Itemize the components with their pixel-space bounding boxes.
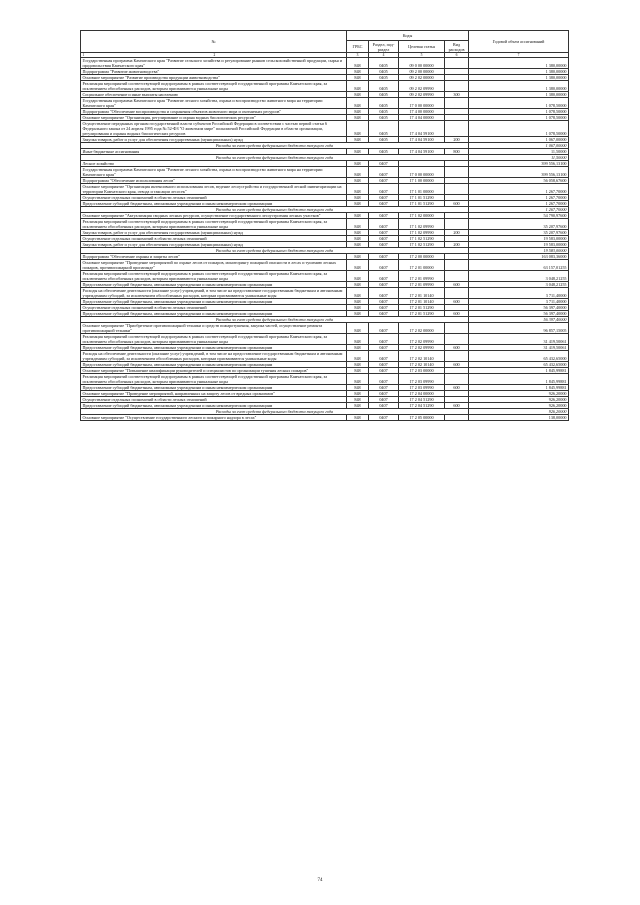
amount-cell: 19 583,00000 (469, 242, 569, 248)
row-name: Основное мероприятие "Актуализация сводных лесных ресурсов, осуществление государственного лесоустроения лесных участков" (81, 213, 347, 219)
row-name: Предоставление субсидий бюджетным, автономным учреждениям и иным некоммерческим организациям (81, 385, 347, 391)
target-article-code: 17 2 04 51290 (399, 403, 445, 409)
note-text: Расходы за счет средств федерального бюджета текущего года (81, 317, 469, 323)
grbs-code: 848 (347, 345, 369, 351)
expense-type-code (445, 58, 469, 69)
column-number: 6 (445, 53, 469, 58)
section-code: 0407 (369, 201, 399, 207)
page-number: 74 (317, 878, 323, 883)
target-article-code: 17 2 03 09990 (399, 374, 445, 385)
section-code: 0405 (369, 137, 399, 143)
expense-type-code (445, 415, 469, 421)
row-name: Социальное обеспечение и иные выплаты населению (81, 92, 347, 98)
section-code: 0405 (369, 109, 399, 115)
header-expense-type: Вид расходов (445, 41, 469, 53)
header-codes: Коды (347, 31, 469, 41)
section-code: 0407 (369, 184, 399, 195)
target-article-code: 17 0 00 00000 (399, 98, 445, 109)
target-article-code: 17 2 02 10140 (399, 362, 445, 368)
amount-cell: 926,20000 (469, 391, 569, 397)
target-article-code: 17 2 02 09990 (399, 334, 445, 345)
table-row (81, 415, 569, 421)
target-article-code: 17 0 00 00000 (399, 167, 445, 178)
amount-cell: 1 078,50000 (469, 115, 569, 121)
row-name: Основное мероприятие "Организация интенсивного использования лесов, ведение лесоустройства и государственной лесной инвентаризации на территории Камчатского края, отвода и таксации лесосек" (81, 184, 347, 195)
row-name: Осуществление переданных органам государственной власти субъектов Российской Федерации в соответствии с частью первой статьи 6 Федерального закона от 24 апреля 1995 года № 52-ФЗ "О животном мире" полномочий Российской Федерации в области организации, регулирования и охраны водных биологических ресурсов (81, 121, 347, 137)
note-text: Расходы за счет средств федерального бюджета текущего года (81, 248, 469, 254)
grbs-code: 848 (347, 213, 369, 219)
grbs-code: 848 (347, 195, 369, 201)
table-row (81, 271, 569, 282)
expense-type-code (445, 323, 469, 334)
target-article-code: 17 1 01 00000 (399, 184, 445, 195)
expense-type-code: 600 (445, 282, 469, 288)
grbs-code: 848 (347, 81, 369, 92)
expense-type-code (445, 374, 469, 385)
row-name: Осуществление отдельных полномочий в области лесных отношений (81, 305, 347, 311)
grbs-code: 848 (347, 184, 369, 195)
grbs-code: 848 (347, 391, 369, 397)
grbs-code: 848 (347, 75, 369, 81)
section-code: 0407 (369, 351, 399, 362)
section-code: 0405 (369, 149, 399, 155)
expense-type-code: 200 (445, 230, 469, 236)
target-article-code: 17 1 02 09990 (399, 230, 445, 236)
target-article-code: 17 1 02 51290 (399, 242, 445, 248)
expense-type-code: 800 (445, 149, 469, 155)
target-article-code: 09 2 00 00000 (399, 69, 445, 75)
grbs-code: 848 (347, 219, 369, 230)
target-article-code: 17 1 01 51290 (399, 195, 445, 201)
expense-type-code: 600 (445, 311, 469, 317)
table-row (81, 260, 569, 271)
target-article-code: 17 2 02 09990 (399, 345, 445, 351)
amount-cell: 54 790,97600 (469, 213, 569, 219)
section-code: 0407 (369, 305, 399, 311)
row-name: Осуществление отдельных полномочий в области лесных отношений (81, 195, 347, 201)
row-name: Реализация мероприятий соответствующей подпрограммы в рамках соответствующей государственной программы Камчатского края, за исключением обособленных расходов, которым присваиваются уникальные коды (81, 81, 347, 92)
section-code: 0407 (369, 213, 399, 219)
target-article-code: 17 2 01 10140 (399, 299, 445, 305)
row-name: Подпрограмма "Обеспечение охраны и защиты лесов" (81, 254, 347, 260)
table-row (81, 98, 569, 109)
amount-cell: 19 583,00000 (469, 248, 569, 254)
amount-cell: 56 058,67600 (469, 178, 569, 184)
section-code: 0405 (369, 115, 399, 121)
grbs-code: 848 (347, 260, 369, 271)
amount-cell: 56 397,40000 (469, 311, 569, 317)
grbs-code: 848 (347, 323, 369, 334)
target-article-code: 17 2 01 09990 (399, 282, 445, 288)
row-name: Подпрограмма "Обеспечение воспроизводства и сохранения объектов животного мира и охотничьих ресурсов" (81, 109, 347, 115)
target-article-code: 09 2 02 09990 (399, 92, 445, 98)
target-article-code: 17 2 01 51290 (399, 305, 445, 311)
amount-cell: 1 380,00000 (469, 81, 569, 92)
target-article-code: 17 2 00 00000 (399, 254, 445, 260)
grbs-code: 848 (347, 305, 369, 311)
budget-table-sheet (80, 30, 568, 421)
row-name: Предоставление субсидий бюджетным, автономным учреждениям и иным некоммерческим организациям (81, 362, 347, 368)
amount-cell: 1 267,70000 (469, 201, 569, 207)
section-code: 0407 (369, 167, 399, 178)
grbs-code: 848 (347, 161, 369, 167)
row-name: Основное мероприятие "Проведение мероприятий по охране лесов от пожаров, мониторингу пожарной опасности в лесах и тушению лесных пожаров, противопожарной пропаганде" (81, 260, 347, 271)
grbs-code: 848 (347, 368, 369, 374)
amount-cell: 399 556,13100 (469, 167, 569, 178)
section-code: 0405 (369, 69, 399, 75)
section-code: 0407 (369, 415, 399, 421)
amount-cell: 56 397,40000 (469, 305, 569, 311)
section-code: 0407 (369, 178, 399, 184)
table-row (81, 121, 569, 137)
grbs-code: 848 (347, 254, 369, 260)
amount-cell: 1 078,50000 (469, 121, 569, 137)
grbs-code: 848 (347, 334, 369, 345)
section-code: 0407 (369, 271, 399, 282)
expense-type-code: 300 (445, 92, 469, 98)
section-code: 0407 (369, 311, 399, 317)
grbs-code: 848 (347, 351, 369, 362)
amount-cell: 31 419,50061 (469, 345, 569, 351)
expense-type-code (445, 219, 469, 230)
table-row (81, 219, 569, 230)
section-code: 0407 (369, 391, 399, 397)
row-name: Реализация мероприятий соответствующей подпрограммы в рамках соответствующей государственной программы Камчатского края, за исключением обособленных расходов, которым присваиваются уникальные коды (81, 374, 347, 385)
amount-cell: 3 048,21255 (469, 282, 569, 288)
amount-cell: 1 267,70000 (469, 184, 569, 195)
target-article-code: 17 2 01 09990 (399, 271, 445, 282)
grbs-code: 848 (347, 92, 369, 98)
amount-cell: 65 432,65000 (469, 351, 569, 362)
expense-type-code (445, 351, 469, 362)
expense-type-code: 200 (445, 242, 469, 248)
expense-type-code: 200 (445, 137, 469, 143)
grbs-code: 848 (347, 137, 369, 143)
section-code: 0407 (369, 403, 399, 409)
expense-type-code: 600 (445, 403, 469, 409)
target-article-code: 17 1 02 51290 (399, 236, 445, 242)
grbs-code: 848 (347, 236, 369, 242)
grbs-code: 848 (347, 242, 369, 248)
section-code: 0407 (369, 374, 399, 385)
grbs-code: 848 (347, 397, 369, 403)
column-number: 5 (399, 53, 445, 58)
grbs-code: 848 (347, 271, 369, 282)
amount-cell: 1 067,00000 (469, 143, 569, 149)
amount-cell: 163 083,36000 (469, 254, 569, 260)
grbs-code: 848 (347, 282, 369, 288)
section-code: 0407 (369, 254, 399, 260)
target-article-code: 17 2 01 00000 (399, 260, 445, 271)
table-row (81, 58, 569, 69)
grbs-code: 848 (347, 178, 369, 184)
row-name: Подпрограмма "Развитие животноводства" (81, 69, 347, 75)
grbs-code: 848 (347, 121, 369, 137)
row-name: Основное мероприятие "Проведение мероприятий, направленных на защиту лесов от вредных организмов" (81, 391, 347, 397)
row-name: Расходы на обеспечение деятельности (оказание услуг) учреждений, в том числе на предоставление государственным бюджетным и автономным учреждениям субсидий, за исключением обособленных расходов, которым присваиваются уникальные коды (81, 351, 347, 362)
amount-cell: 1 380,00000 (469, 92, 569, 98)
grbs-code: 848 (347, 167, 369, 178)
target-article-code: 17 1 02 00000 (399, 213, 445, 219)
target-article-code: 17 1 00 00000 (399, 178, 445, 184)
section-code: 0407 (369, 397, 399, 403)
target-article-code: 17 4 04 59100 (399, 121, 445, 137)
section-code: 0407 (369, 236, 399, 242)
target-article-code: 17 2 04 51290 (399, 397, 445, 403)
grbs-code: 848 (347, 299, 369, 305)
expense-type-code (445, 288, 469, 299)
grbs-code: 848 (347, 115, 369, 121)
grbs-code: 848 (347, 98, 369, 109)
row-name: Основное мероприятие "Повышение квалификации руководителей и специалистов по организации тушения лесных пожаров" (81, 368, 347, 374)
section-code: 0405 (369, 58, 399, 69)
section-code: 0407 (369, 288, 399, 299)
table-row (81, 184, 569, 195)
amount-cell: 96 857,15005 (469, 323, 569, 334)
section-code: 0407 (369, 219, 399, 230)
amount-cell: 65 432,65000 (469, 362, 569, 368)
note-text: Расходы за счет средств федерального бюджета текущего года (81, 143, 469, 149)
section-code: 0407 (369, 282, 399, 288)
row-name: Предоставление субсидий бюджетным, автономным учреждениям и иным некоммерческим организациям (81, 201, 347, 207)
grbs-code: 848 (347, 415, 369, 421)
target-article-code: 17 2 02 00000 (399, 323, 445, 334)
row-name: Основное мероприятие "Осуществление государственного лесного и пожарного надзора в лесах" (81, 415, 347, 421)
expense-type-code: 600 (445, 385, 469, 391)
target-article-code: 17 4 00 00000 (399, 109, 445, 115)
amount-cell: 1 845,99881 (469, 385, 569, 391)
section-code: 0407 (369, 161, 399, 167)
grbs-code: 848 (347, 230, 369, 236)
row-name: Закупка товаров, работ и услуг для обеспечения государственных (муниципальных) нужд (81, 230, 347, 236)
amount-cell: 56 397,40000 (469, 317, 569, 323)
section-code: 0407 (369, 345, 399, 351)
amount-cell: 1 267,70000 (469, 195, 569, 201)
expense-type-code (445, 271, 469, 282)
column-number: 3 (347, 53, 369, 58)
amount-cell: 926,20000 (469, 397, 569, 403)
grbs-code: 848 (347, 69, 369, 75)
column-number: 7 (469, 53, 569, 58)
amount-cell: 1 380,00000 (469, 58, 569, 69)
target-article-code: 17 2 01 51290 (399, 311, 445, 317)
amount-cell: 1 845,99881 (469, 368, 569, 374)
row-name: Осуществление отдельных полномочий в области лесных отношений (81, 236, 347, 242)
target-article-code: 17 1 02 09990 (399, 219, 445, 230)
expense-type-code (445, 81, 469, 92)
table-row (81, 288, 569, 299)
expense-type-code (445, 98, 469, 109)
grbs-code: 848 (347, 288, 369, 299)
target-article-code: 17 2 05 00000 (399, 415, 445, 421)
amount-cell: 399 556,13100 (469, 161, 569, 167)
section-code: 0407 (369, 334, 399, 345)
target-article-code: 17 2 04 00000 (399, 391, 445, 397)
amount-cell: 63 157,01255 (469, 260, 569, 271)
target-article-code: 17 2 02 10140 (399, 351, 445, 362)
section-code: 0407 (369, 323, 399, 334)
table-row (81, 351, 569, 362)
row-name: Закупка товаров, работ и услуг для обеспечения государственных (муниципальных) нужд (81, 137, 347, 143)
amount-cell: 1 078,50000 (469, 109, 569, 115)
amount-cell: 11,50000 (469, 155, 569, 161)
target-article-code: 17 4 04 59100 (399, 149, 445, 155)
row-name: Закупка товаров, работ и услуг для обеспечения государственных (муниципальных) нужд (81, 242, 347, 248)
amount-cell: 1 267,70000 (469, 207, 569, 213)
table-row (81, 374, 569, 385)
row-name: Государственная программа Камчатского края "Развитие лесного хозяйства, охрана и воспроизводство животного мира на территории Камчатского края" (81, 167, 347, 178)
grbs-code: 848 (347, 311, 369, 317)
note-text: Расходы за счет средств федерального бюджета текущего года (81, 409, 469, 415)
target-article-code: 09 0 00 00000 (399, 58, 445, 69)
expense-type-code: 600 (445, 362, 469, 368)
column-number: 4 (369, 53, 399, 58)
grbs-code: 848 (347, 374, 369, 385)
table-row (81, 323, 569, 334)
grbs-code: 848 (347, 403, 369, 409)
grbs-code: 848 (347, 362, 369, 368)
target-article-code: 17 4 04 00000 (399, 115, 445, 121)
amount-cell: 1 845,99881 (469, 374, 569, 385)
note-text: Расходы за счет средств федерального бюджета текущего года (81, 155, 469, 161)
expense-type-code (445, 184, 469, 195)
amount-cell: 19 583,00000 (469, 236, 569, 242)
section-code: 0407 (369, 299, 399, 305)
row-name: Реализация мероприятий соответствующей подпрограммы в рамках соответствующей государственной программы Камчатского края, за исключением обособленных расходов, которым присваиваются уникальные коды (81, 219, 347, 230)
row-name: Подпрограмма "Обеспечение использования лесов" (81, 178, 347, 184)
section-code: 0405 (369, 121, 399, 137)
amount-cell: 926,20000 (469, 409, 569, 415)
row-name: Реализация мероприятий соответствующей подпрограммы в рамках соответствующей государственной программы Камчатского края, за исключением обособленных расходов, которым присваиваются уникальные коды (81, 334, 347, 345)
expense-type-code: 600 (445, 299, 469, 305)
budget-rows (81, 58, 569, 421)
section-code: 0407 (369, 260, 399, 271)
row-name: Предоставление субсидий бюджетным, автономным учреждениям и иным некоммерческим организациям (81, 282, 347, 288)
grbs-code: 848 (347, 58, 369, 69)
amount-cell: 3 048,21255 (469, 271, 569, 282)
row-name: Лесное хозяйство (81, 161, 347, 167)
section-code: 0405 (369, 92, 399, 98)
expense-type-code: 600 (445, 201, 469, 207)
target-article-code: 09 2 02 00000 (399, 75, 445, 81)
expense-type-code: 600 (445, 345, 469, 351)
grbs-code: 848 (347, 385, 369, 391)
amount-cell: 31 419,50061 (469, 334, 569, 345)
row-name: Расходы на обеспечение деятельности (оказание услуг) учреждений, в том числе на предоставление государственным бюджетным и автономным учреждениям субсидий, за исключением обособленных расходов, которым присваиваются уникальные коды (81, 288, 347, 299)
amount-cell: 35 207,97600 (469, 230, 569, 236)
note-text: Расходы за счет средств федерального бюджета текущего года (81, 207, 469, 213)
table-row (81, 81, 569, 92)
amount-cell: 926,20000 (469, 403, 569, 409)
row-name: Предоставление субсидий бюджетным, автономным учреждениям и иным некоммерческим организациям (81, 345, 347, 351)
section-code: 0407 (369, 368, 399, 374)
amount-cell: 3 711,40000 (469, 288, 569, 299)
target-article-code: 17 2 03 09990 (399, 385, 445, 391)
row-name: Государственная программа Камчатского края "Развитие сельского хозяйства и регулирование рынков сельскохозяйственной продукции, сырья и продовольствия Камчатского края" (81, 58, 347, 69)
row-name: Предоставление субсидий бюджетным, автономным учреждениям и иным некоммерческим организациям (81, 311, 347, 317)
section-code: 0407 (369, 362, 399, 368)
amount-cell: 3 711,40000 (469, 299, 569, 305)
section-code: 0405 (369, 98, 399, 109)
expense-type-code (445, 260, 469, 271)
amount-cell: 138,00000 (469, 415, 569, 421)
amount-cell: 1 078,50000 (469, 98, 569, 109)
amount-cell: 35 207,97600 (469, 219, 569, 230)
target-article-code: 09 2 02 09990 (399, 81, 445, 92)
section-code: 0407 (369, 242, 399, 248)
target-article-code: 17 4 04 59100 (399, 137, 445, 143)
section-code: 0407 (369, 195, 399, 201)
target-article-code: 17 2 03 00000 (399, 368, 445, 374)
section-code: 0405 (369, 81, 399, 92)
row-name: Осуществление отдельных полномочий в области лесных отношений (81, 397, 347, 403)
row-name: Реализация мероприятий соответствующей подпрограммы в рамках соответствующей государственной программы Камчатского края, за исключением обособленных расходов, которым присваиваются уникальные коды (81, 271, 347, 282)
row-name: Государственная программа Камчатского края "Развитие лесного хозяйства, охрана и воспроизводство животного мира на территории Камчатского края" (81, 98, 347, 109)
row-name: Основное мероприятие "Развитие производства продукции животноводства" (81, 75, 347, 81)
header-number: № (81, 31, 347, 53)
section-code: 0407 (369, 385, 399, 391)
header-razdel: Раздел, под-раздел (369, 41, 399, 53)
target-article-code: 17 2 01 10140 (399, 288, 445, 299)
grbs-code: 848 (347, 201, 369, 207)
header-target-article: Целевая статья (399, 41, 445, 53)
row-name: Предоставление субсидий бюджетным, автономным учреждениям и иным некоммерческим организациям (81, 403, 347, 409)
grbs-code: 848 (347, 149, 369, 155)
header-grbs: ГРБС (347, 41, 369, 53)
amount-cell: 11,50000 (469, 149, 569, 155)
expense-type-code (445, 121, 469, 137)
section-code: 0405 (369, 75, 399, 81)
amount-cell: 1 380,00000 (469, 69, 569, 75)
table-row (81, 167, 569, 178)
column-number: 1 2 (81, 53, 347, 58)
target-article-code: 17 1 01 51290 (399, 201, 445, 207)
row-name: Основное мероприятие "Организация, регулирование и охрана водных биологических ресурсов" (81, 115, 347, 121)
header-total: Годовой объем ассигнований (469, 31, 569, 53)
expense-type-code (445, 167, 469, 178)
expense-type-code (445, 334, 469, 345)
grbs-code: 848 (347, 109, 369, 115)
amount-cell: 1 067,00000 (469, 137, 569, 143)
table-row (81, 334, 569, 345)
amount-cell: 1 380,00000 (469, 75, 569, 81)
section-code: 0407 (369, 230, 399, 236)
row-name: Основное мероприятие "Приобретение противопожарной техники и средств пожаротушения, закупка частей, осуществление ремонта противопожарной техники" (81, 323, 347, 334)
row-name: Иные бюджетные ассигнования (81, 149, 347, 155)
row-name: Предоставление субсидий бюджетным, автономным учреждениям и иным некоммерческим организациям (81, 299, 347, 305)
budget-table (80, 30, 569, 421)
